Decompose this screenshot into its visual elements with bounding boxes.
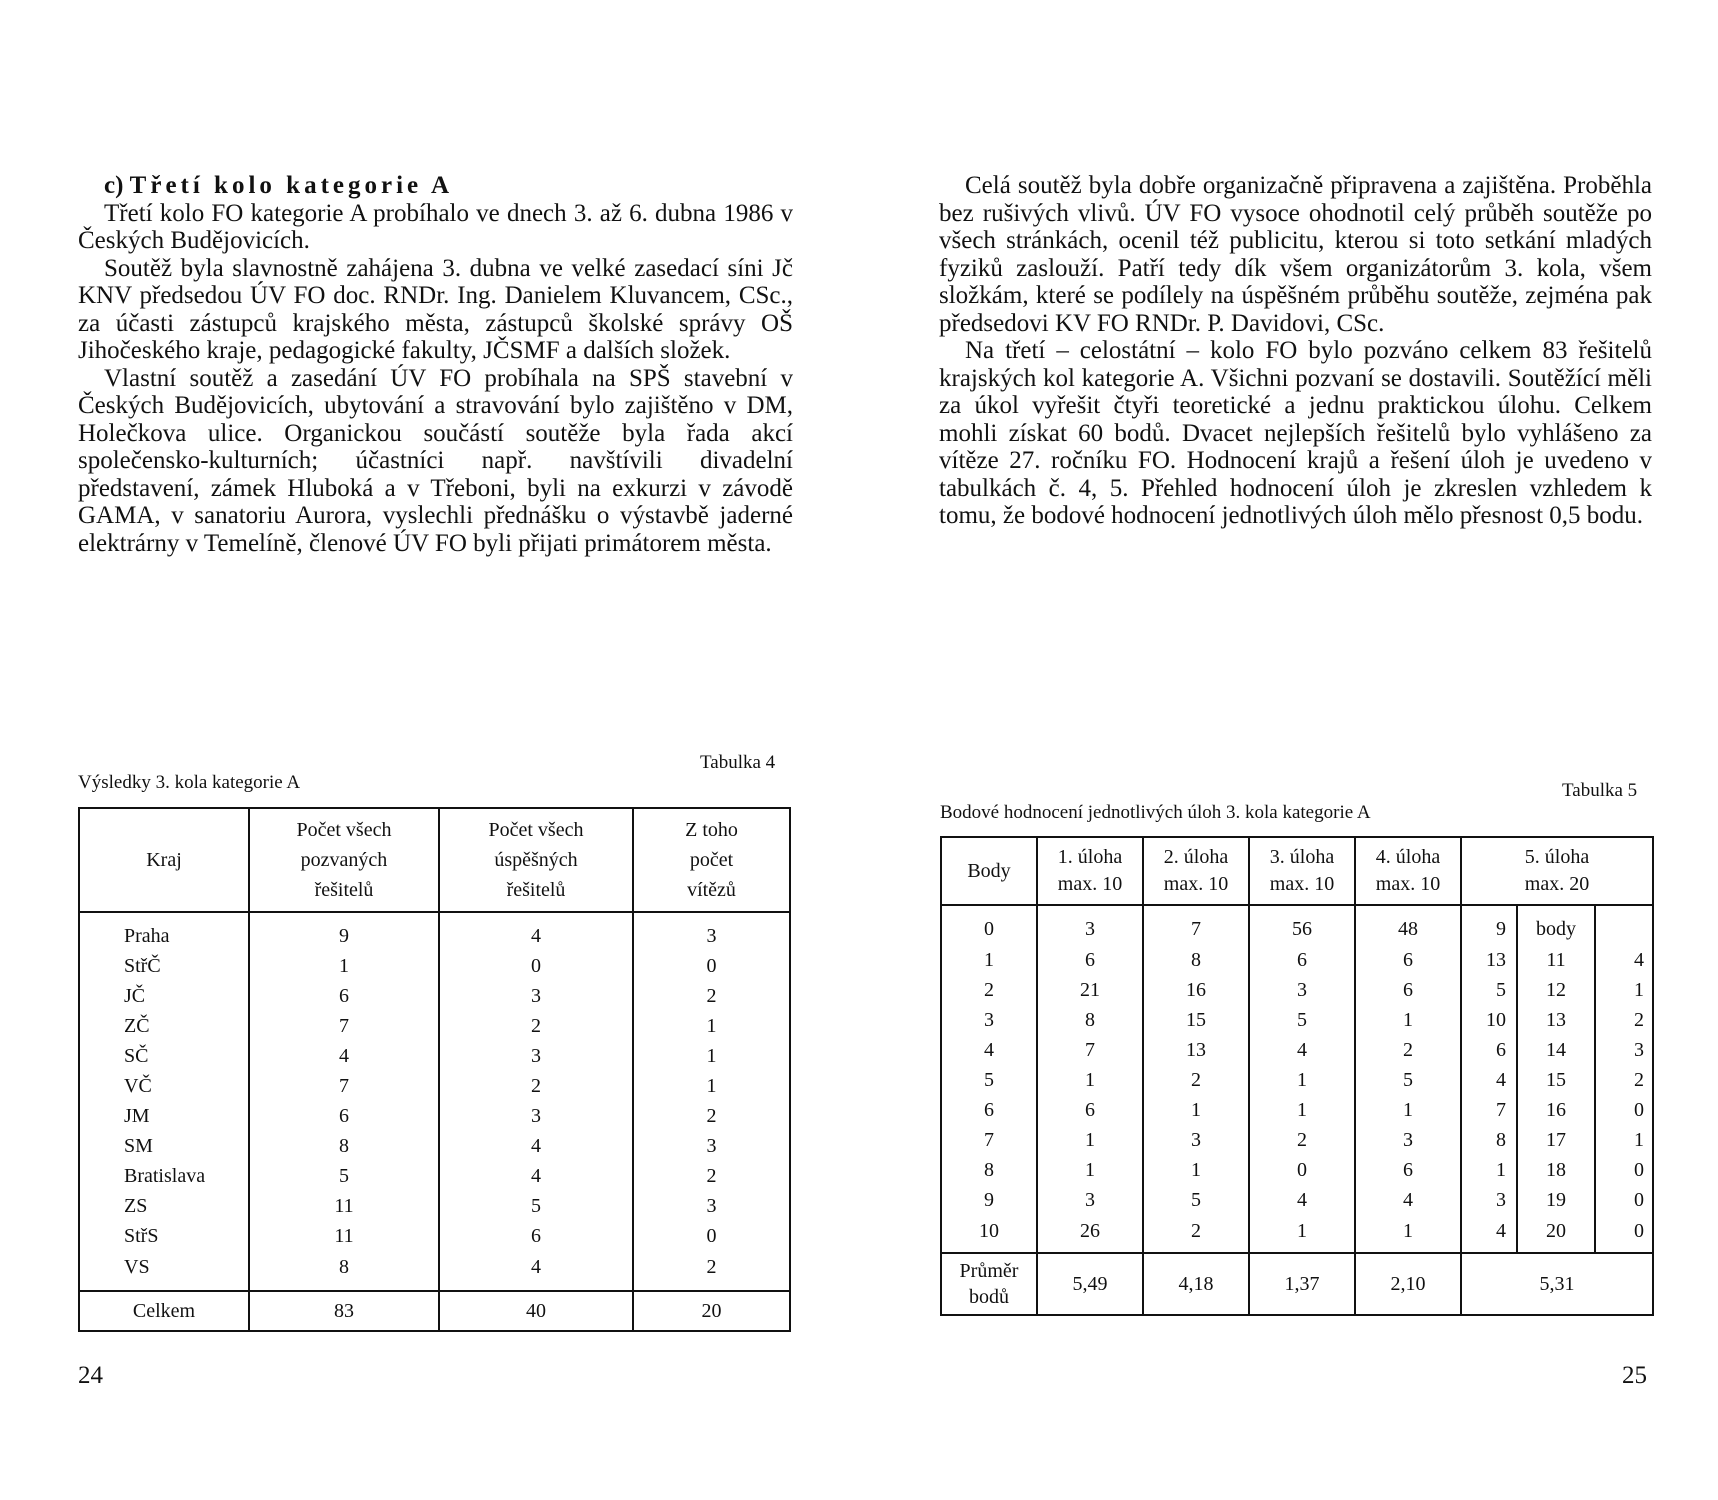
winners-cell: 1 <box>633 1011 790 1041</box>
page-number-right: 25 <box>1622 1362 1647 1389</box>
invited-cell: 1 <box>249 951 439 981</box>
task5-count-low: 8 <box>1461 1125 1517 1155</box>
successful-cell: 0 <box>439 951 633 981</box>
table4-label: Tabulka 4 <box>700 752 776 773</box>
points-cell: 1 <box>984 949 994 971</box>
task2-cell: 7 <box>1143 905 1249 945</box>
column-header-task4: 4. úloha max. 10 <box>1355 837 1461 905</box>
task3-cell: 2 <box>1249 1125 1355 1155</box>
table-row <box>941 905 1653 945</box>
task1-cell: 7 <box>1037 1035 1143 1065</box>
table-row <box>941 1155 1653 1185</box>
task5-count-low: 13 <box>1461 945 1517 975</box>
paragraph: Třetí kolo FO kategorie A probíhalo ve dnech 3. až 6. dubna 1986 v Českých Budějovicích. <box>78 199 793 254</box>
task5-count-low: 7 <box>1461 1095 1517 1125</box>
task4-cell: 6 <box>1355 945 1461 975</box>
region-cell: SM <box>124 1135 153 1157</box>
task1-cell: 8 <box>1037 1005 1143 1035</box>
region-cell: JM <box>124 1105 150 1127</box>
successful-cell: 2 <box>439 1071 633 1101</box>
region-cell: Praha <box>124 925 170 947</box>
column-header-successful: Počet všech úspěšných řešitelů <box>439 808 633 912</box>
task5-count-high: 0 <box>1595 1215 1653 1253</box>
region-cell: ZS <box>124 1195 148 1217</box>
section-heading-title: Třetí kolo kategorie A <box>129 172 454 199</box>
task5-points-high: 19 <box>1517 1185 1595 1215</box>
paragraph: Na třetí – celostátní – kolo FO bylo pozváno celkem 83 řešitelů krajských kol kategorie A. Všichni pozvaní se dostavili. Soutěžící měli za úkol vyřešit čtyři teoretické a jednu praktickou úlohu. Celkem mohli získat 60 bodů. Dvacet nejlepších řešitelů bylo vyhlášeno za vítěze 27. ročníku FO. Hodnocení krajů a řešení úloh je uvedeno v tabulkách č. 4, 5. Přehled hodnocení úloh je zkreslen vzhledem k tomu, že bodové hodnocení jednotlivých úloh mělo přesnost 0,5 bodu. <box>939 337 1652 529</box>
task5-count-low: 6 <box>1461 1035 1517 1065</box>
winners-cell: 2 <box>633 1161 790 1191</box>
table-row <box>79 1221 790 1251</box>
region-cell: VS <box>124 1255 150 1278</box>
region-cell: StřS <box>124 1225 159 1247</box>
task1-cell: 1 <box>1037 1065 1143 1095</box>
invited-cell: 8 <box>249 1251 439 1291</box>
section-heading <box>78 172 793 200</box>
table4-header-row <box>79 808 790 912</box>
section-heading-prefix: c) <box>104 172 124 199</box>
task5-count-low: 3 <box>1461 1185 1517 1215</box>
task4-cell: 5 <box>1355 1065 1461 1095</box>
task2-cell: 3 <box>1143 1125 1249 1155</box>
table-row <box>941 1125 1653 1155</box>
successful-cell: 4 <box>439 1131 633 1161</box>
task5-count-low: 1 <box>1461 1155 1517 1185</box>
task3-cell: 4 <box>1249 1035 1355 1065</box>
task1-cell: 21 <box>1037 975 1143 1005</box>
successful-cell: 2 <box>439 1011 633 1041</box>
table4-caption: Výsledky 3. kola kategorie A <box>78 772 301 793</box>
task4-average: 2,10 <box>1355 1253 1461 1315</box>
invited-cell: 11 <box>249 1221 439 1251</box>
task2-cell: 15 <box>1143 1005 1249 1035</box>
task1-average: 5,49 <box>1037 1253 1143 1315</box>
table-row <box>79 1101 790 1131</box>
winners-cell: 0 <box>633 1221 790 1251</box>
task5-count-low: 5 <box>1461 975 1517 1005</box>
table5-label: Tabulka 5 <box>1562 780 1638 801</box>
left-text-block <box>78 172 793 557</box>
table-row <box>79 1251 790 1291</box>
column-header-task2: 2. úloha max. 10 <box>1143 837 1249 905</box>
points-cell: 0 <box>984 917 994 940</box>
task1-cell: 3 <box>1037 905 1143 945</box>
task1-cell: 26 <box>1037 1215 1143 1253</box>
task2-cell: 1 <box>1143 1155 1249 1185</box>
successful-cell: 3 <box>439 1101 633 1131</box>
task1-cell: 1 <box>1037 1125 1143 1155</box>
task5-count-high: 0 <box>1595 1155 1653 1185</box>
table-row <box>941 1005 1653 1035</box>
successful-cell: 4 <box>439 1251 633 1291</box>
task3-average: 1,37 <box>1249 1253 1355 1315</box>
task1-cell: 6 <box>1037 945 1143 975</box>
column-header-body: Body <box>941 837 1037 905</box>
points-cell: 4 <box>984 1039 994 1061</box>
task3-cell: 3 <box>1249 975 1355 1005</box>
task5-count-high: 3 <box>1595 1035 1653 1065</box>
column-header-task1: 1. úloha max. 10 <box>1037 837 1143 905</box>
points-cell: 2 <box>984 979 994 1001</box>
winners-cell: 3 <box>633 912 790 951</box>
total-winners: 20 <box>633 1291 790 1331</box>
invited-cell: 5 <box>249 1161 439 1191</box>
table5-header-row <box>941 837 1653 905</box>
task2-cell: 2 <box>1143 1215 1249 1253</box>
winners-cell: 3 <box>633 1191 790 1221</box>
task5-count-high: 1 <box>1595 975 1653 1005</box>
points-cell: 5 <box>984 1069 994 1091</box>
task2-cell: 1 <box>1143 1095 1249 1125</box>
invited-cell: 4 <box>249 1041 439 1071</box>
task4-cell: 3 <box>1355 1125 1461 1155</box>
table-row <box>79 1191 790 1221</box>
paragraph: Vlastní soutěž a zasedání ÚV FO probíhala na SPŠ stavební v Českých Budějovicích, ubytování a stravování bylo zajištěno v DM, Holečkova ulice. Organickou součástí soutěže byla řada akcí společensko-kulturních; účastníci např. navštívili divadelní představení, zámek Hluboká a v Třeboni, byli na exkurzi v závodě GAMA, v sanatoriu Aurora, vyslechli přednášku o výstavbě jaderné elektrárny v Temelíně, členové ÚV FO byli přijati primátorem města. <box>78 364 793 557</box>
task5-points-high: 13 <box>1517 1005 1595 1035</box>
paragraph: Celá soutěž byla dobře organizačně připravena a zajištěna. Proběhla bez rušivých vlivů. ÚV FO vysoce ohodnotil celý průběh soutěže po všech stránkách, ocenil též publicitu, kterou si toto setkání mladých fyziků zaslouží. Patří tedy dík všem organizátorům 3. kola, všem složkám, které se podílely na úspěšném průběhu soutěže, zejména pak předsedovi KV FO RNDr. P. Davidovi, CSc. <box>939 172 1652 337</box>
points-cell: 6 <box>984 1099 994 1121</box>
task3-cell: 1 <box>1249 1095 1355 1125</box>
table5-task-scores <box>940 836 1654 1316</box>
region-cell: JČ <box>124 985 146 1007</box>
invited-cell: 7 <box>249 1011 439 1041</box>
points-cell: 3 <box>984 1009 994 1031</box>
task5-points-high: 17 <box>1517 1125 1595 1155</box>
task5-count-high: 0 <box>1595 1185 1653 1215</box>
page-number-left: 24 <box>78 1362 103 1389</box>
task5-count-high: 2 <box>1595 1065 1653 1095</box>
successful-cell: 5 <box>439 1191 633 1221</box>
points-cell: 7 <box>984 1129 994 1151</box>
task5-count-low: 4 <box>1461 1215 1517 1253</box>
table-row <box>941 975 1653 1005</box>
invited-cell: 6 <box>249 981 439 1011</box>
task5-points-high: 11 <box>1517 945 1595 975</box>
task2-cell: 8 <box>1143 945 1249 975</box>
winners-cell: 1 <box>633 1071 790 1101</box>
points-cell: 9 <box>984 1189 994 1211</box>
task5-points-high: 12 <box>1517 975 1595 1005</box>
successful-cell: 3 <box>439 1041 633 1071</box>
invited-cell: 11 <box>249 1191 439 1221</box>
column-header-kraj: Kraj <box>79 808 249 912</box>
right-text-block <box>939 172 1652 530</box>
table-row <box>941 1215 1653 1253</box>
table-row <box>79 1041 790 1071</box>
column-header-winners: Z toho počet vítězů <box>633 808 790 912</box>
table-row <box>79 912 790 951</box>
table-row <box>79 1131 790 1161</box>
task5-points-high: 14 <box>1517 1035 1595 1065</box>
average-label: Průměr bodů <box>941 1253 1037 1315</box>
task4-cell: 1 <box>1355 1005 1461 1035</box>
table-row <box>79 951 790 981</box>
invited-cell: 8 <box>249 1131 439 1161</box>
successful-cell: 4 <box>439 912 633 951</box>
task4-cell: 1 <box>1355 1095 1461 1125</box>
invited-cell: 9 <box>249 912 439 951</box>
table-row <box>79 981 790 1011</box>
task4-cell: 6 <box>1355 1155 1461 1185</box>
table-row <box>941 1065 1653 1095</box>
points-cell: 10 <box>979 1219 999 1242</box>
region-cell: ZČ <box>124 1015 150 1037</box>
table4-results <box>78 807 791 1332</box>
task4-cell: 2 <box>1355 1035 1461 1065</box>
table5-caption: Bodové hodnocení jednotlivých úloh 3. kola kategorie A <box>940 802 1371 823</box>
task5-count-high: 4 <box>1595 945 1653 975</box>
task5-count-low: 9 <box>1461 905 1517 945</box>
task2-average: 4,18 <box>1143 1253 1249 1315</box>
winners-cell: 3 <box>633 1131 790 1161</box>
region-cell: VČ <box>124 1075 152 1097</box>
task1-cell: 1 <box>1037 1155 1143 1185</box>
region-cell: Bratislava <box>124 1165 206 1187</box>
task2-cell: 5 <box>1143 1185 1249 1215</box>
table5-average-row <box>941 1253 1653 1315</box>
winners-cell: 2 <box>633 1101 790 1131</box>
task1-cell: 3 <box>1037 1185 1143 1215</box>
task5-count-low: 4 <box>1461 1065 1517 1095</box>
successful-cell: 6 <box>439 1221 633 1251</box>
winners-cell: 0 <box>633 951 790 981</box>
task5-points-high: 20 <box>1517 1215 1595 1253</box>
task2-cell: 2 <box>1143 1065 1249 1095</box>
points-cell: 8 <box>984 1159 994 1181</box>
task3-cell: 6 <box>1249 945 1355 975</box>
table-row <box>941 1035 1653 1065</box>
task3-cell: 4 <box>1249 1185 1355 1215</box>
invited-cell: 7 <box>249 1071 439 1101</box>
total-label: Celkem <box>79 1291 249 1331</box>
task5-points-high: 18 <box>1517 1155 1595 1185</box>
table-row <box>79 1011 790 1041</box>
total-successful: 40 <box>439 1291 633 1331</box>
table-row <box>79 1071 790 1101</box>
region-cell: StřČ <box>124 955 161 977</box>
successful-cell: 4 <box>439 1161 633 1191</box>
winners-cell: 1 <box>633 1041 790 1071</box>
table-row <box>79 1161 790 1191</box>
table-row <box>941 1095 1653 1125</box>
table4-total-row <box>79 1291 790 1331</box>
column-header-task5: 5. úloha max. 20 <box>1461 837 1653 905</box>
task3-cell: 0 <box>1249 1155 1355 1185</box>
column-header-task3: 3. úloha max. 10 <box>1249 837 1355 905</box>
task3-cell: 5 <box>1249 1005 1355 1035</box>
region-cell: SČ <box>124 1045 149 1067</box>
task3-cell: 56 <box>1249 905 1355 945</box>
total-invited: 83 <box>249 1291 439 1331</box>
successful-cell: 3 <box>439 981 633 1011</box>
task4-cell: 48 <box>1355 905 1461 945</box>
task3-cell: 1 <box>1249 1065 1355 1095</box>
invited-cell: 6 <box>249 1101 439 1131</box>
task5-points-high: 16 <box>1517 1095 1595 1125</box>
task5-count-high: 0 <box>1595 1095 1653 1125</box>
task4-cell: 1 <box>1355 1215 1461 1253</box>
table-row <box>941 1185 1653 1215</box>
task5-points-high: body <box>1517 905 1595 945</box>
task3-cell: 1 <box>1249 1215 1355 1253</box>
task5-points-high: 15 <box>1517 1065 1595 1095</box>
task5-count-high <box>1595 905 1653 945</box>
task4-cell: 4 <box>1355 1185 1461 1215</box>
column-header-invited: Počet všech pozvaných řešitelů <box>249 808 439 912</box>
task5-count-high: 1 <box>1595 1125 1653 1155</box>
task5-average: 5,31 <box>1461 1253 1653 1315</box>
winners-cell: 2 <box>633 1251 790 1291</box>
table-row <box>941 945 1653 975</box>
task5-count-low: 10 <box>1461 1005 1517 1035</box>
task1-cell: 6 <box>1037 1095 1143 1125</box>
winners-cell: 2 <box>633 981 790 1011</box>
task2-cell: 16 <box>1143 975 1249 1005</box>
task5-count-high: 2 <box>1595 1005 1653 1035</box>
task4-cell: 6 <box>1355 975 1461 1005</box>
paragraph: Soutěž byla slavnostně zahájena 3. dubna ve velké zasedací síni Jč KNV předsedou ÚV FO doc. RNDr. Ing. Danielem Kluvancem, CSc., za účasti zástupců krajského města, zástupců školské správy OŠ Jihočeského kraje, pedagogické fakulty, JČSMF a dalších složek. <box>78 254 793 364</box>
task2-cell: 13 <box>1143 1035 1249 1065</box>
